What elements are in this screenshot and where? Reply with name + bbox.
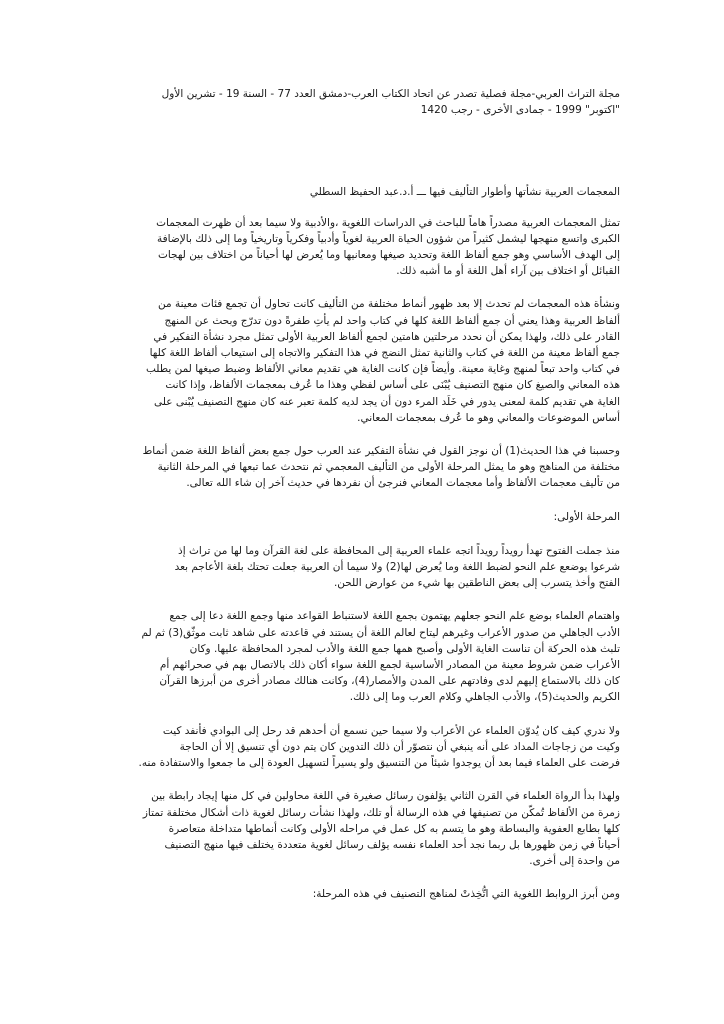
paragraph-line: الكريم والحديث(5)، والأدب الجاهلي وكلام العرب وما إلى ذلك. xyxy=(349,691,620,704)
paragraph-line: وحسبنا في هذا الحديث(1) أن نوجز القول في نشأة التفكير عند العرب حول جمع بعض ألفاظ اللغة ضمن أنماط xyxy=(142,445,620,458)
paragraph-line: الأعراب ضمن شروط معينة من المصادر الأساسية لجمع اللغة سواء أكان ذلك بالاتصال بهم في صحرائهم أم xyxy=(159,659,620,672)
paragraph-line: هذه المعاني والصيغ كان منهج التصنيف يُبْنَى على أساس لفظي وهذا ما عُرف بمعجمات الألفاظ، وإذا كانت xyxy=(165,379,620,392)
paragraph-line: جمع ألفاظ معينة من اللغة في كتاب والثانية تمثل النضج في هذا التفكير والاتجاه إلى استيعاب ألفاظ اللغة كلها xyxy=(149,347,620,360)
paragraph-line: ولهذا بدأ الرواة العلماء في القرن الثاني يؤلفون رسائل صغيرة في اللغة محاولين في كل منها إيجاد رابطة بين xyxy=(151,790,620,803)
journal-header-line: مجلة التراث العربي-مجلة فصلية تصدر عن اتحاد الكتاب العرب-دمشق العدد 77 - السنة 19 - تشرين الأول xyxy=(161,88,620,100)
paragraph-line: من تأليف معجمات الألفاظ وأما معجمات المعاني فنرجئ أن نفردها في حديث آخر إن شاء الله تعالى. xyxy=(186,477,620,490)
paragraph-line: في كتاب واحد تبعاً لمنهج وغاية معينة. وأيضاً فإن كانت الغاية هي تقديم معاني الألفاظ وضبط صيغها لمن يطلب xyxy=(145,363,620,376)
paragraph xyxy=(116,788,620,869)
paragraph-line: كان ذلك بالاستماع إليهم لدى وفادتهم على المدن والأمصار(4)، وكانت هنالك مصادر أخرى من أبرزها القرآن xyxy=(159,675,620,688)
paragraph-line: ألفاظ العربية وهذا يعني أن جمع ألفاظ اللغة كلها في كتاب واحد لم يأتِ طفرةً دون تدرّج وبحث عن المنهج xyxy=(164,314,620,327)
paragraph-line: واهتمام العلماء بوضع علم النحو جعلهم يهتمون بجمع اللغة لاستنباط القواعد منها وجمع اللغة دعا إلى جمع xyxy=(169,610,620,623)
article-title: المعجمات العربية نشأتها وأطوار التأليف فيها ـــ أ.د.عبد الحفيظ السطلي xyxy=(309,186,620,199)
paragraph xyxy=(116,215,620,280)
paragraph-line: الغاية هي تقديم كلمة لمعنى يدور في خَلَد المرء دون أن يجد لديه كلمة تعبر عنه كان منهج التصنيف يُبْنى على xyxy=(154,395,620,408)
section-heading: المرحلة الأولى: xyxy=(553,510,620,523)
paragraph xyxy=(116,296,620,426)
paragraph xyxy=(116,886,620,902)
paragraph-line: ولا ندري كيف كان يُدوّن العلماء عن الأعراب ولا سيما حين نسمع أن أحدهم قد رحل إلى البوادي فأنفد كيت xyxy=(162,724,620,737)
paragraph-line: القادر على ذلك، ولهذا يمكن أن نحدد مرحلتين هامتين لجمع ألفاظ العربية الأولى تمثل مجرد نشأة التفكير في xyxy=(153,330,620,343)
journal-header-line: "اكتوبر" 1999 - جمادى الأخرى - رجب 1420 xyxy=(420,104,620,117)
paragraph-line: من واحدة إلى أخرى. xyxy=(529,855,620,868)
paragraph-line: تلبث هذه الحركة أن تناست الغاية الأولى وأصبح همها جمع اللغة والأدب لمجرد المحافظة عليها. وكان xyxy=(189,642,620,655)
paragraph-line: فرضت على العلماء فيما بعد أن يوجدوا شيئاً من التنسيق ولو يسيراً لتسهيل العودة إلى ما جمعوا والاستفادة منه. xyxy=(138,757,620,770)
paragraph-line: تمثل المعجمات العربية مصدراً هاماً للباحث في الدراسات اللغوية ،والأدبية ولا سيما بعد أن ظهرت المعجمات xyxy=(156,216,620,229)
paragraph-line: أساس الموضوعات والمعاني وهو ما عُرف بمعجمات المعاني. xyxy=(357,411,620,424)
paragraph-line: زمرة من الألفاظ تُمكّن من تصنيفها في هذه الرسالة أو تلك، ولهذا نشأت رسائل لغوية ذات أشكال مختلفة تمتاز xyxy=(142,806,620,819)
paragraph-line: الكبرى واتسع منهجها ليشمل كثيراً من شؤون الحياة العربية لغوياً وأدبياً وفكرياً وتاريخياً وما إلى ذلك بالإضافة xyxy=(157,232,620,245)
paragraph-line: إلى الهدف الأساسي وهو جمع ألفاظ اللغة وتحديد صيغها ومعانيها وما يُعرض لها أحياناً من اختلاف بين لهجات xyxy=(157,249,620,262)
paragraph xyxy=(116,608,620,705)
paragraph-line: ومن أبرز الروابط اللغوية التي اتُّخِذتْ لمناهج التصنيف في هذه المرحلة: xyxy=(312,888,620,901)
paragraph-line: الفتح وأخذ يتسرب إلى بعض الناطقين بها شيء من عوارض اللحن. xyxy=(333,577,620,590)
paragraph-line: ونشأة هذه المعجمات لم تحدث إلا بعد ظهور أنماط مختلفة من التأليف كانت تحاول أن تجمع فئات معينة من xyxy=(158,298,620,311)
paragraph-line: مختلفة من المناهج وهو ما يمثل المرحلة الأولى من التأليف المعجمي ثم نتحدث عما تبعها في المرحلة الثانية xyxy=(157,461,620,474)
paragraph-line: منذ جملت الفتوح تهدأ رويداً رويداً اتجه علماء العربية إلى المحافظة على لغة القرآن وما لها من تراث إذ xyxy=(178,544,620,557)
paragraph xyxy=(116,543,620,592)
article-body xyxy=(116,215,620,903)
paragraph-line: كلها بطابع العفوية والبساطة وهو ما يتسم به كل عمل في مراحله الأولى وكانت أنماطها متداخلة متعاصرة xyxy=(168,822,620,835)
paragraph-line: الأدب الجاهلي من صدور الأعراب وغيرهم ليتاح لعالم اللغة أن يستند في قاعدته على شاهد ثابت موثّق(3) ثم لم xyxy=(141,626,620,639)
journal-header xyxy=(116,86,620,118)
paragraph-line: شرعوا يوضعع علم النحو لضبط اللغة وما يُعرض لها(2) ولا سيما أن العربية جعلت تحتك بلغة الأعاجم بعد xyxy=(174,561,620,574)
paragraph xyxy=(116,443,620,492)
paragraph-line: القبائل أو اختلاف بين آراء أهل اللغة أو ما أشبه ذلك. xyxy=(396,265,620,278)
paragraph-line: وكيت من زجاجات المداد على أنه ينبغي أن نتصوّر أن ذلك التدوين كان يتم دون أي تنسيق إلا أن الحاجة xyxy=(179,740,620,753)
paragraph-line: أحياناً في زمن ظهورها بل ربما نجد أحد العلماء نفسه يؤلف رسائل لغوية متعددة يختلف فيها منهج التصنيف xyxy=(164,838,620,851)
paragraph xyxy=(116,723,620,772)
